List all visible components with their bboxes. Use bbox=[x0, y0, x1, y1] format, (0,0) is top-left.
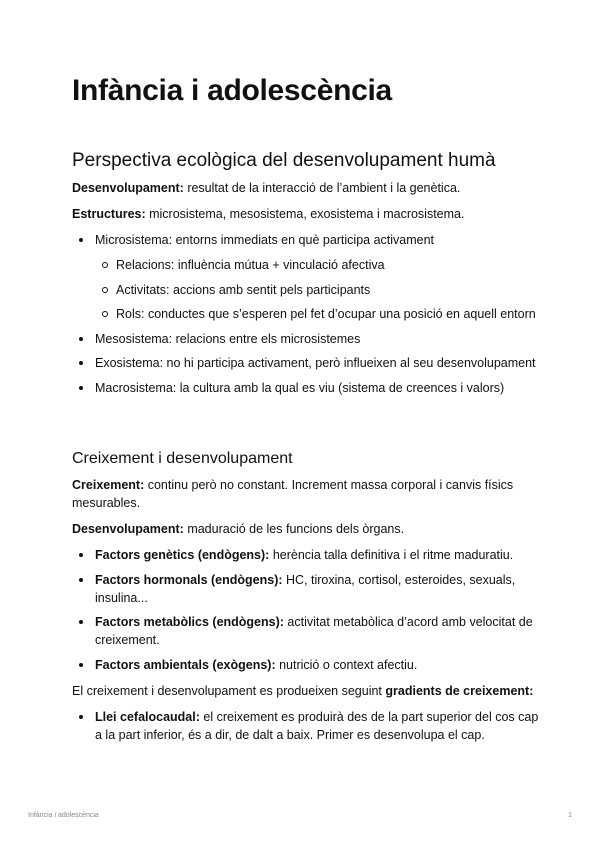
factors-list bbox=[72, 546, 542, 674]
definition-creixement: Creixement: continu però no constant. Increment massa corporal i canvis físics mesurables. bbox=[72, 478, 514, 510]
sublist-item-activitats: Activitats: accions amb sentit pels participants bbox=[95, 281, 542, 299]
section-growth-body bbox=[72, 476, 542, 750]
section-growth-heading-wrap bbox=[72, 450, 542, 468]
gradients-list bbox=[72, 708, 542, 744]
section-heading-growth: Creixement i desenvolupament bbox=[72, 450, 293, 467]
list-item-exosistema: Exosistema: no hi participa activament, però influeixen al seu desenvolupament bbox=[72, 354, 542, 372]
definition-desenvolupament: Desenvolupament: resultat de la interacció de l’ambient i la genètica. bbox=[72, 181, 461, 195]
sublist-item-relacions: Relacions: influència mútua + vinculació afectiva bbox=[95, 256, 542, 274]
list-item-macrosistema: Macrosistema: la cultura amb la qual es viu (sistema de creences i valors) bbox=[72, 379, 542, 397]
definition-estructures: Estructures: microsistema, mesosistema, exosistema i macrosistema. bbox=[72, 207, 465, 221]
list-item-factors-hormonals: Factors hormonals (endògens): HC, tiroxina, cortisol, esteroides, sexuals, insulina... bbox=[72, 571, 542, 607]
microsistema-sublist bbox=[95, 256, 542, 323]
page-title: Infància i adolescència bbox=[72, 74, 392, 107]
list-item-factors-genetics: Factors genètics (endògens): herència talla definitiva i el ritme maduratiu. bbox=[72, 546, 542, 564]
list-item-factors-ambientals: Factors ambientals (exògens): nutrició o context afectiu. bbox=[72, 656, 542, 674]
list-item-llei-cefalocaudal: Llei cefalocaudal: el creixement es produirà des de la part superior del cos cap a la part inferior, és a dir, de dalt a baix. Primer es desenvolupa el cap. bbox=[72, 708, 542, 744]
gradients-intro: El creixement i desenvolupament es produeixen seguint gradients de creixement: bbox=[72, 683, 534, 698]
list-item-mesosistema: Mesosistema: relacions entre els microsistemes bbox=[72, 330, 542, 348]
list-item-microsistema: Microsistema: entorns immediats en què participa activament Relacions: influència mútua + vinculació afectiva Activitats: accions amb sentit pels participants Rols: conductes que s’esperen pel fet d’ocupar una posició en aquell entorn bbox=[72, 231, 542, 323]
definition-desenvolupament-2: Desenvolupament: maduració de les funcions dels òrgans. bbox=[72, 522, 405, 536]
structures-list bbox=[72, 231, 542, 397]
page-footer bbox=[28, 812, 572, 819]
footer-label: Infància i adolescència bbox=[28, 812, 99, 819]
page-number: 1 bbox=[568, 812, 572, 819]
section-ecological-body bbox=[72, 179, 542, 403]
section-heading-ecological: Perspectiva ecològica del desenvolupament humà bbox=[72, 150, 496, 171]
list-item-factors-metabolics: Factors metabòlics (endògens): activitat metabòlica d’acord amb velocitat de creixement. bbox=[72, 613, 542, 649]
sublist-item-rols: Rols: conductes que s’esperen pel fet d’ocupar una posició en aquell entorn bbox=[95, 305, 542, 323]
